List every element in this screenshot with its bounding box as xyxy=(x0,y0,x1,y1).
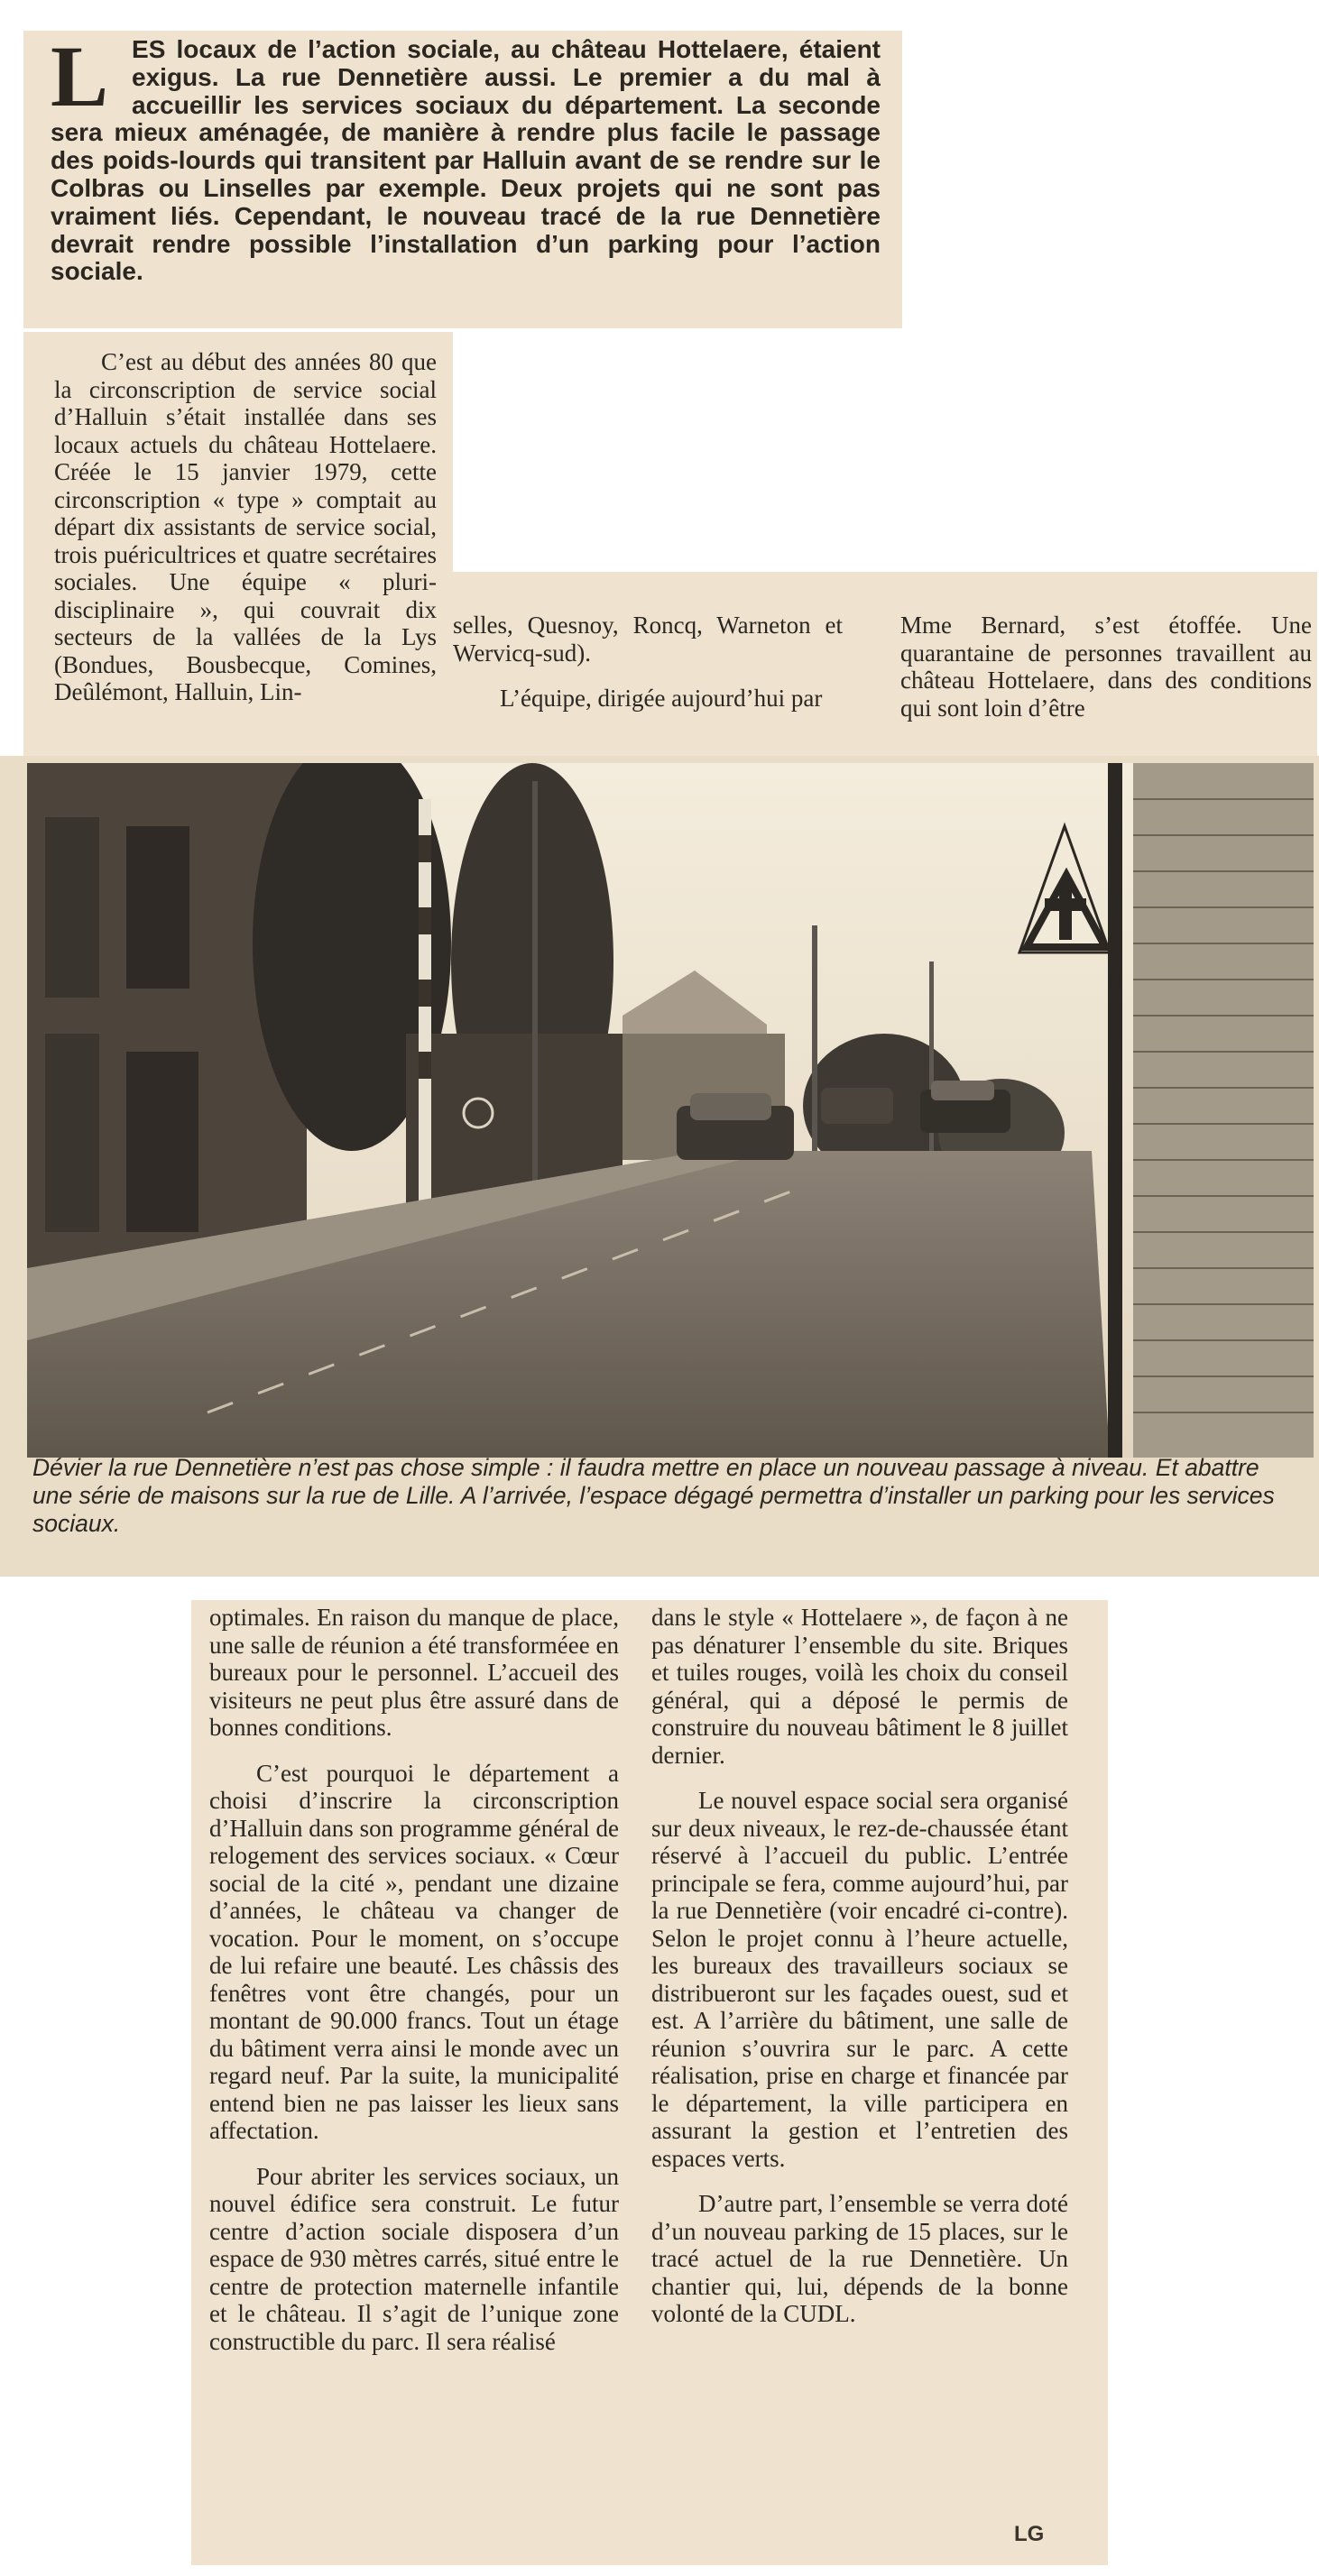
lead-text: ES locaux de l’action sociale, au château Hottelaere, étaient exigus. La rue Dennetière aussi. Le premier a du mal à accueillir les services sociaux du département. La seconde sera mieux aménagée, de manière à rendre plus facile le passage des poids-lourds qui transitent par Halluin avant de se rendre sur le Colbras ou Linselles par exemple. Deux projets qui ne sont pas vraiment liés. Cependant, le nouveau tracé de la rue Dennetière devrait rendre possible l’installation d’un parking pour l’action sociale. xyxy=(51,35,881,286)
column-5 xyxy=(651,1604,1068,2328)
paragraph: selles, Quesnoy, Roncq, Warneton et Wervicq-sud). xyxy=(453,612,843,667)
lead-paragraph xyxy=(51,28,881,286)
paragraph: D’autre part, l’ensemble se verra doté d’un nouveau parking de 15 places, sur le tracé actuel de la rue Dennetière. Un chantier qui, lui, dépends de la bonne volonté de la CUDL. xyxy=(651,2190,1068,2327)
photo-clipping xyxy=(0,756,1319,1577)
strip-clipping xyxy=(453,572,1317,756)
column-4 xyxy=(209,1604,619,2355)
column-3 xyxy=(900,612,1312,722)
bottom-clipping xyxy=(191,1600,1108,2565)
column-2 xyxy=(453,612,843,713)
paragraph: L’équipe, dirigée aujourd’hui par xyxy=(500,685,823,712)
paragraph: C’est au début des années 80 que la circonscription de service social d’Halluin s’était installée dans ses locaux actuels du château Hottelaere. Créée le 15 janvier 1979, cette circonscription « type » comptait au départ dix assistants de service social, trois puéricultrices et quatre secrétaires sociales. Une équipe « pluri-disciplinaire », qui couvrait dix secteurs de la vallées de la Lys (Bondues, Bousbecque, Comines, Deûlémont, Halluin, Lin- xyxy=(54,348,437,705)
column-1 xyxy=(54,348,437,706)
paragraph: Le nouvel espace social sera organisé sur deux niveaux, le rez-de-chaussée étant réservé à l’accueil du public. L’entrée principale se fera, comme aujourd’hui, par la rue Dennetière (voir encadré ci-contre). Selon le projet connu à l’heure actuelle, les bureaux des travailleurs sociaux se distribueront sur les façades ouest, sud et est. A l’arrière du bâtiment, une salle de réunion s’ouvrira sur le parc. A cette réalisation, prise en charge et financée par le département, la ville participera en assurant la gestion et l’entretien des espaces verts. xyxy=(651,1787,1068,2172)
street-photo xyxy=(27,763,1314,1458)
paragraph: dans le style « Hottelaere », de façon à ne pas dénaturer l’ensemble du site. Briques et tuiles rouges, voilà les choix du conseil général, qui a déposé le permis de construire du nouveau bâtiment le 8 juillet dernier. xyxy=(651,1604,1068,1769)
lead-clipping xyxy=(23,28,902,328)
paragraph: Pour abriter les services sociaux, un nouvel édifice sera construit. Le futur centre d’action sociale disposera d’un espace de 930 mètres carrés, situé entre le centre de protection maternelle infantile et le château. Il s’agit de l’unique zone constructible du parc. Il sera réalisé xyxy=(209,2162,619,2355)
author-signature: LG xyxy=(1014,2522,1045,2546)
drop-cap: L xyxy=(51,28,109,124)
paragraph: C’est pourquoi le département a choisi d’inscrire la circonscription d’Halluin dans son programme général de relogement des services sociaux. « Cœur social de la cité », pendant une dizaine d’années, le château va changer de vocation. Pour le moment, on s’occupe de lui refaire une beauté. Les châssis des fenêtres vont être changés, pour un montant de 90.000 francs. Tout un étage du bâtiment verra ainsi le monde avec un regard neuf. Par la suite, la municipalité entend bien ne pas laisser les lieux sans affectation. xyxy=(209,1759,619,2144)
paragraph: Mme Bernard, s’est étoffée. Une quarantaine de personnes travaillent au château Hottelaere, dans des conditions qui sont loin d’être xyxy=(900,612,1312,722)
column-1-clipping xyxy=(23,332,453,756)
photo-caption: Dévier la rue Dennetière n’est pas chose simple : il faudra mettre en place un nouveau passage à niveau. Et abattre une série de maisons sur la rue de Lille. A l’arrivée, l’espace dégagé permettra d’installer un parking pour les services sociaux. xyxy=(32,1454,1275,1537)
paragraph: optimales. En raison du manque de place, une salle de réunion a été transforméee en bureaux pour le personnel. L’accueil des visiteurs ne peut plus être assuré dans de bonnes conditions. xyxy=(209,1604,619,1741)
